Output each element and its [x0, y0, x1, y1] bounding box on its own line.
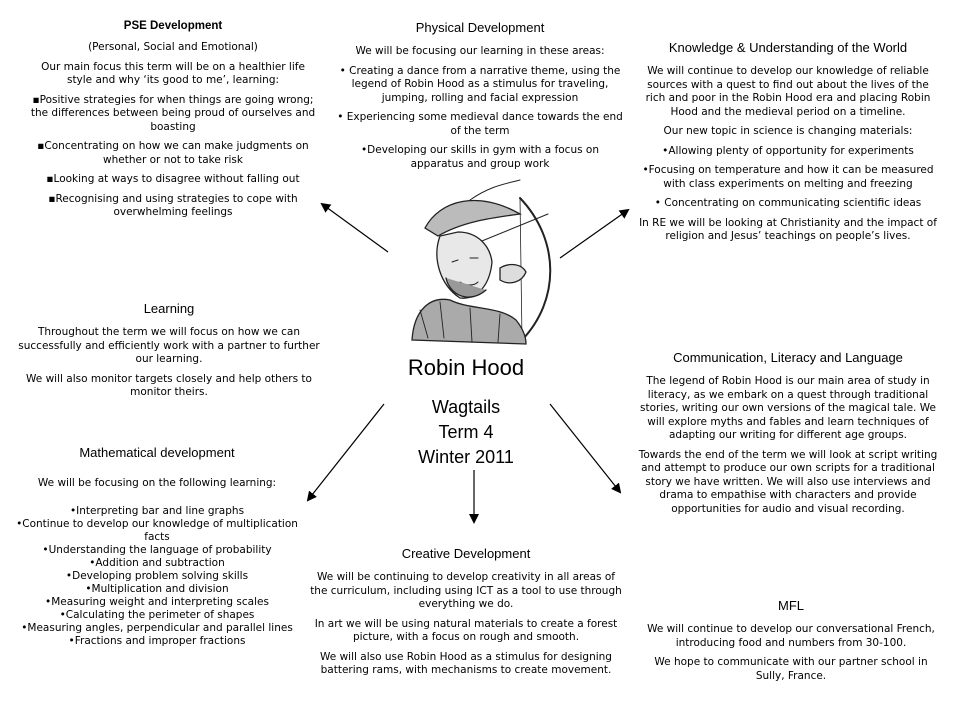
maths-item: •Continue to develop our knowledge of multiplication facts: [16, 517, 298, 543]
pse-heading: PSE Development: [123, 20, 223, 32]
learning-paragraph: We will also monitor targets closely and help others to monitor theirs.: [26, 372, 312, 398]
arrow-to-maths: [308, 404, 384, 500]
mfl-paragraph: We hope to communicate with our partner school in Sully, France.: [654, 656, 928, 682]
knowledge-paragraph: In RE we will be looking at Christianity and the impact of religion and Jesus’ teachings on people’s lives.: [639, 216, 937, 242]
pse-subheading: (Personal, Social and Emotional): [88, 41, 258, 53]
communication-heading: Communication, Literacy and Language: [673, 350, 903, 365]
center-term: Term 4: [438, 422, 494, 442]
knowledge-paragraph: • Concentrating on communicating scientific ideas: [654, 197, 922, 209]
pse-item: ▪Looking at ways to disagree without falling out: [46, 173, 300, 185]
maths-heading: Mathematical development: [79, 445, 235, 460]
physical-item: • Creating a dance from a narrative theme, using the legend of Robin Hood as a stimulus for traveling, jumping, rolling and facial expression: [339, 64, 621, 104]
robin-hood-illustration: [412, 180, 550, 344]
learning-heading: Learning: [143, 301, 195, 316]
maths-item: •Fractions and improper fractions: [68, 634, 246, 647]
physical-item: • Experiencing some medieval dance towards the end of the term: [337, 111, 623, 137]
creative-paragraph: We will be continuing to develop creativity in all areas of the curriculum, including using ICT as a tool to use through everything we do.: [310, 571, 622, 610]
physical-heading: Physical Development: [415, 20, 545, 35]
mfl-heading: MFL: [778, 598, 804, 613]
maths-item: •Addition and subtraction: [89, 556, 225, 569]
knowledge-paragraph: •Focusing on temperature and how it can be measured with class experiments on melting and freezing: [642, 164, 934, 190]
maths-item: •Measuring angles, perpendicular and parallel lines: [21, 621, 293, 634]
communication-paragraph: Towards the end of the term we will look at script writing and attempt to produce our own scripts for a traditional story we have written. We will also use interviews and drama to empathise with characters and provide opportunities for audio and visual recording.: [638, 448, 938, 515]
knowledge-paragraph: •Allowing plenty of opportunity for experiments: [662, 144, 914, 157]
communication-paragraph: The legend of Robin Hood is our main area of study in literacy, as we embark on a quest through traditional stories, writing our own versions of the magical tale. We will explore myths and fables and learn techniques of adapting our writing for different age groups.: [640, 375, 936, 441]
pse-item: ▪Recognising and using strategies to cope with overwhelming feelings: [48, 192, 298, 218]
mfl-paragraph: We will continue to develop our conversational French, introducing food and numbers from 30-100.: [647, 623, 935, 649]
center-class-name: Wagtails: [431, 397, 501, 417]
physical-intro: We will be focusing our learning in these areas:: [355, 45, 605, 57]
creative-paragraph: In art we will be using natural materials to create a forest picture, with a focus on rough and smooth.: [314, 617, 618, 643]
maths-item: •Measuring weight and interpreting scales: [45, 595, 269, 608]
maths-item: •Understanding the language of probability: [42, 543, 272, 556]
arrow-to-communication: [550, 404, 620, 492]
creative-heading: Creative Development: [401, 546, 531, 561]
maths-item: •Interpreting bar and line graphs: [69, 504, 245, 517]
pse-intro: Our main focus this term will be on a healthier life style and why ‘its good to me’, learning:: [41, 60, 305, 86]
maths-item: •Developing problem solving skills: [65, 569, 249, 582]
knowledge-heading: Knowledge & Understanding of the World: [668, 40, 908, 55]
center-season: Winter 2011: [418, 447, 514, 467]
maths-intro: We will be focusing on the following learning:: [37, 477, 277, 489]
physical-item: •Developing our skills in gym with a focus on apparatus and group work: [360, 144, 599, 170]
pse-item: ▪Positive strategies for when things are going wrong; the differences between being proud of ourselves and boasting: [30, 93, 316, 133]
center-title: Robin Hood: [407, 355, 525, 380]
arrow-to-knowledge: [560, 210, 628, 258]
arrow-to-pse: [322, 204, 388, 252]
maths-item: •Multiplication and division: [85, 582, 229, 595]
knowledge-paragraph: Our new topic in science is changing materials:: [663, 125, 913, 137]
creative-paragraph: We will also use Robin Hood as a stimulus for designing battering rams, with mechanisms to create movement.: [320, 650, 612, 676]
maths-item: •Calculating the perimeter of shapes: [59, 608, 255, 621]
knowledge-paragraph: We will continue to develop our knowledge of reliable sources with a quest to find out about the lives of the rich and poor in the Robin Hood era and placing Robin Hood and the medieval period on a timeline.: [645, 65, 931, 118]
learning-paragraph: Throughout the term we will focus on how we can successfully and efficiently work with a partner to further our learning.: [18, 326, 320, 365]
pse-item: ▪Concentrating on how we can make judgments on whether or not to take risk: [37, 140, 309, 166]
